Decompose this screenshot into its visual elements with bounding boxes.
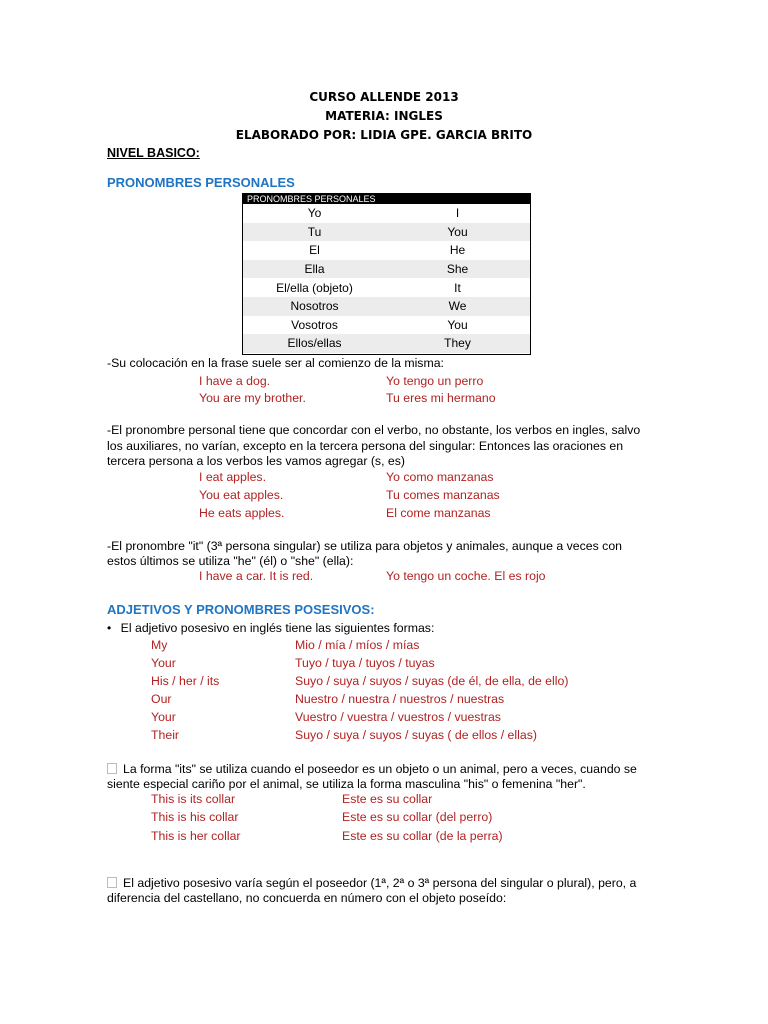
table-cell-en: He xyxy=(449,243,466,258)
paragraph-it-line-2: estos últimos se utiliza "he" (él) o "she" (ella): xyxy=(107,554,354,568)
doc-title-line-1: CURSO ALLENDE 2013 xyxy=(309,90,459,104)
section-title-possessives: ADJETIVOS Y PRONOMBRES POSESIVOS: xyxy=(107,602,375,617)
example-en: You are my brother. xyxy=(199,391,306,405)
table-cell-en: You xyxy=(447,317,468,332)
example-es: Yo como manzanas xyxy=(386,470,494,484)
paragraph-text: La forma "its" se utiliza cuando el poseedor es un objeto o un animal, pero a veces, cuando se xyxy=(123,762,637,776)
example-es: Tu comes manzanas xyxy=(386,488,500,502)
table-row xyxy=(243,241,530,260)
table-cell-es: Ella xyxy=(304,262,325,277)
paragraph-text: El adjetivo posesivo varía según el poseedor (1ª, 2ª o 3ª persona del singular o plural), pero, a xyxy=(123,876,637,890)
table-cell-es: El xyxy=(309,243,320,258)
table-row xyxy=(243,297,530,316)
table-row xyxy=(243,260,530,279)
table-cell-es: Yo xyxy=(307,206,322,221)
possessive-en: Your xyxy=(151,656,176,670)
paragraph-agreement-line-2: los auxiliares, no varían, excepto en la tercera persona del singular: Entonces las oraciones en xyxy=(107,439,624,453)
example-es: Este es su collar xyxy=(342,792,433,806)
possessive-es: Nuestro / nuestra / nuestros / nuestras xyxy=(295,692,505,706)
table-cell-en: You xyxy=(447,224,468,239)
bullet-text: El adjetivo posesivo en inglés tiene las siguientes formas: xyxy=(120,621,435,635)
table-row xyxy=(243,316,530,335)
possessive-en: Your xyxy=(151,710,176,724)
table-cell-es: Ellos/ellas xyxy=(287,336,342,351)
doc-title-line-3: ELABORADO POR: LIDIA GPE. GARCIA BRITO xyxy=(235,128,533,142)
possessive-es: Suyo / suya / suyos / suyas (de él, de ella, de ello) xyxy=(295,674,569,688)
possessive-es: Tuyo / tuya / tuyos / tuyas xyxy=(295,656,435,670)
example-es: Este es su collar (de la perra) xyxy=(342,829,503,843)
pronouns-table xyxy=(242,193,531,355)
bullet-icon: • xyxy=(107,621,112,635)
doc-title-line-2: MATERIA: INGLES xyxy=(325,109,443,123)
example-en: This is his collar xyxy=(151,810,239,824)
paragraph-varies-line-2: diferencia del castellano, no concuerda en número con el objeto poseído: xyxy=(107,891,507,905)
section-title-personal-pronouns: PRONOMBRES PERSONALES xyxy=(107,175,295,190)
example-en: I have a dog. xyxy=(199,374,271,388)
bullet-point xyxy=(107,620,434,636)
table-cell-en: I xyxy=(455,206,460,221)
example-en: You eat apples. xyxy=(199,488,284,502)
example-es: El come manzanas xyxy=(386,506,491,520)
example-es: Este es su collar (del perro) xyxy=(342,810,493,824)
example-en: He eats apples. xyxy=(199,506,285,520)
table-header: PRONOMBRES PERSONALES xyxy=(243,194,530,204)
table-cell-en: We xyxy=(448,299,467,314)
example-en: I eat apples. xyxy=(199,470,266,484)
possessive-en: My xyxy=(151,638,168,652)
possessive-es: Suyo / suya / suyos / suyas ( de ellos / ellas) xyxy=(295,728,537,742)
checkbox-bullet-icon xyxy=(107,763,117,774)
example-en: This is its collar xyxy=(151,792,236,806)
table-cell-en: They xyxy=(444,336,471,351)
example-es: Tu eres mi hermano xyxy=(386,391,496,405)
example-es: Yo tengo un perro xyxy=(386,374,484,388)
possessive-en: Our xyxy=(151,692,172,706)
table-cell-en: She xyxy=(446,262,469,277)
paragraph-agreement-line-3: tercera persona a los verbos les vamos agregar (s, es) xyxy=(107,454,405,468)
paragraph-placement: -Su colocación en la frase suele ser al comienzo de la misma: xyxy=(107,356,444,370)
example-en: I have a car. It is red. xyxy=(199,569,314,583)
table-row xyxy=(243,223,530,242)
possessive-en: Their xyxy=(151,728,180,742)
level-heading: NIVEL BASICO: xyxy=(107,146,200,160)
table-row xyxy=(243,334,530,353)
paragraph-its-line-1 xyxy=(107,761,637,777)
paragraph-agreement-line-1: -El pronombre personal tiene que concordar con el verbo, no obstante, los verbos en ingles, salvo xyxy=(107,423,641,437)
paragraph-varies-line-1 xyxy=(107,875,636,891)
example-en: This is her collar xyxy=(151,829,241,843)
table-cell-es: Nosotros xyxy=(290,299,339,314)
table-row xyxy=(243,204,530,223)
possessive-es: Mio / mía / míos / mías xyxy=(295,638,420,652)
table-cell-es: Vosotros xyxy=(291,317,338,332)
possessive-es: Vuestro / vuestra / vuestros / vuestras xyxy=(295,710,501,724)
checkbox-bullet-icon xyxy=(107,877,117,888)
paragraph-it-line-1: -El pronombre "it" (3ª persona singular) se utiliza para objetos y animales, aunque a veces con xyxy=(107,539,622,553)
table-row xyxy=(243,278,530,297)
table-cell-en: It xyxy=(454,280,461,295)
table-cell-es: El/ella (objeto) xyxy=(276,280,353,295)
example-es: Yo tengo un coche. El es rojo xyxy=(386,569,546,583)
paragraph-its-line-2: siente especial cariño por el animal, se utiliza la forma masculina "his" o femenina "her". xyxy=(107,777,586,791)
table-cell-es: Tu xyxy=(307,224,322,239)
possessive-en: His / her / its xyxy=(151,674,220,688)
